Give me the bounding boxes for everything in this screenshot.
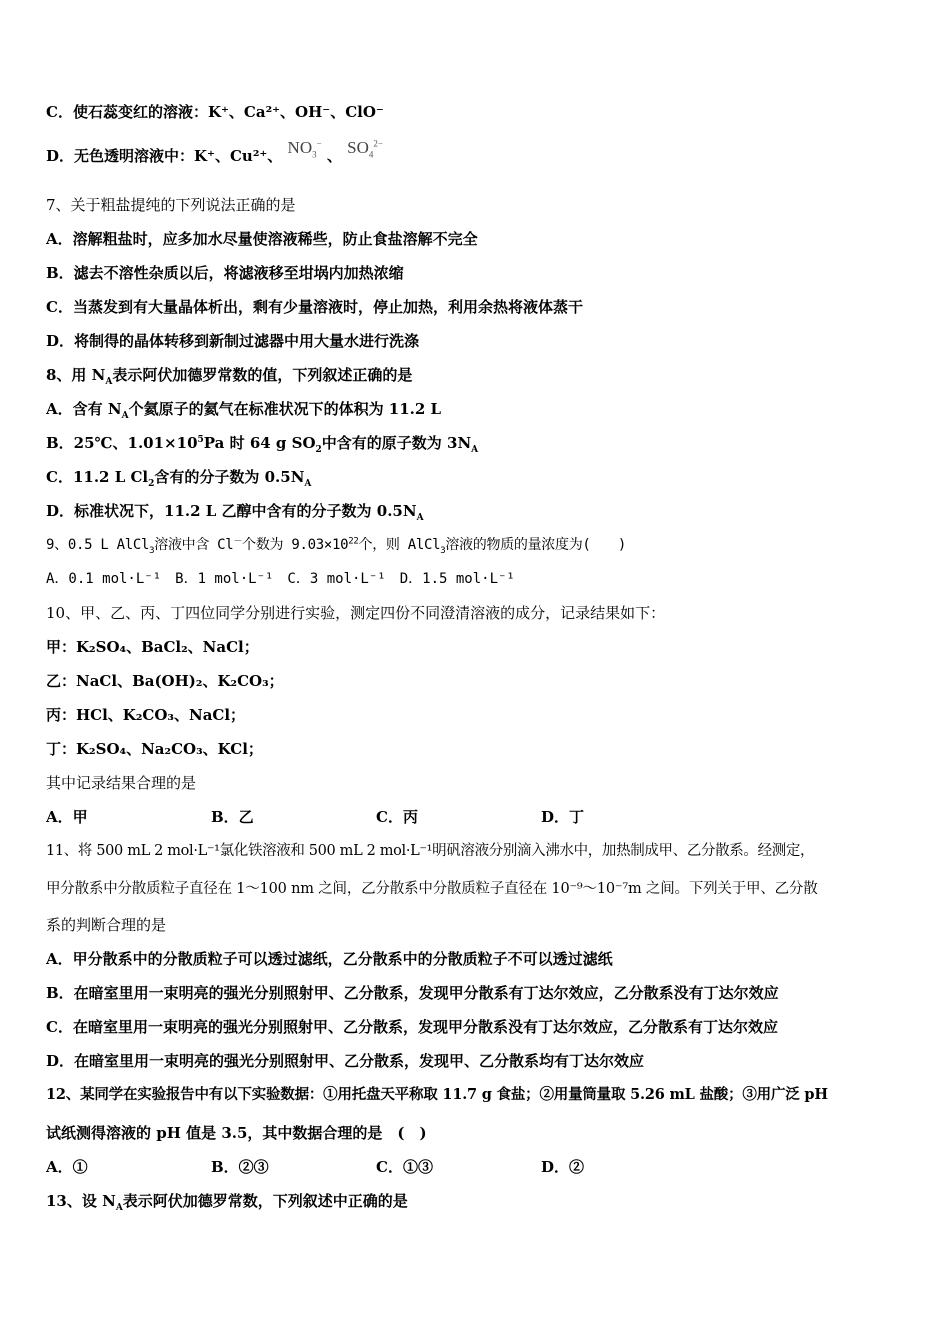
q6-d-ions: K⁺、Cu²⁺、 <box>194 147 283 165</box>
q6-d-text: D．无色透明溶液中： <box>46 147 195 165</box>
q6-option-d <box>46 138 920 166</box>
q10-option-a: A．甲 <box>46 808 88 826</box>
q7-stem: 7、关于粗盐提纯的下列说法正确的是 <box>46 196 296 214</box>
q8-option-d: D．标准状况下，11.2 L 乙醇中含有的分子数为 $0.5N_A$ <box>46 502 424 523</box>
q7-option-a: A．溶解粗盐时，应多加水尽量使溶液稀些，防止食盐溶解不完全 <box>46 230 478 248</box>
nitrate-ion: $NO_3^-$ <box>287 138 322 160</box>
q12-options <box>46 1157 920 1177</box>
q6-c-text: C．使石蕊变红的溶液： <box>46 103 208 121</box>
q10-bing: 丙：HCl、K₂CO₃、NaCl； <box>46 706 246 724</box>
q12-option-c: C．①③ <box>376 1158 433 1176</box>
q6-c-ions: K⁺、Ca²⁺、OH⁻、ClO⁻ <box>207 103 384 121</box>
q11-line-1: 11、将 500 mL 2 mol·L⁻¹氯化铁溶液和 500 mL 2 mol·L⁻¹明矾溶液分别滴入沸水中，加热制成甲、乙分散系。经测定， <box>46 843 815 859</box>
q12-line-2: 试纸测得溶液的 pH 值是 3.5，其中数据合理的是 ( ) <box>46 1124 427 1142</box>
q11-line-3: 系的判断合理的是 <box>46 916 167 934</box>
q8-option-b: B．25℃、$1.01\times 10^5Pa$ 时 64 g $SO_2$中含有的原子数为 $3N_A$ <box>46 434 479 455</box>
q8-stem: 8、用 $N_A$表示阿伏加德罗常数的值，下列叙述正确的是 <box>46 366 413 387</box>
q10-stem: 10、甲、乙、丙、丁四位同学分别进行实验，测定四份不同澄清溶液的成分，记录结果如下： <box>46 604 666 622</box>
q12-option-a: A．① <box>46 1158 88 1176</box>
sulfate-ion: $SO_4^{2-}$ <box>347 138 383 160</box>
q9-options: A．0.1 mol·L⁻¹ B．1 mol·L⁻¹ C．3 mol·L⁻¹ D．1.5 mol·L⁻¹ <box>46 571 515 587</box>
q11-option-c: C．在暗室里用一束明亮的强光分别照射甲、乙分散系，发现甲分散系没有丁达尔效应，乙分散系有丁达尔效应 <box>46 1018 778 1036</box>
q11-option-b: B．在暗室里用一束明亮的强光分别照射甲、乙分散系，发现甲分散系有丁达尔效应，乙分散系没有丁达尔效应 <box>46 984 779 1002</box>
q8-option-c: C．11.2 L $Cl_2$含有的分子数为 $0.5N_A$ <box>46 468 312 489</box>
q10-option-d: D．丁 <box>541 808 585 826</box>
q11-line-2: 甲分散系中分散质粒子直径在 1～100 nm 之间，乙分散系中分散质粒子直径在 10⁻⁹～10⁻⁷m 之间。下列关于甲、乙分散 <box>46 881 818 897</box>
q11-option-d: D．在暗室里用一束明亮的强光分别照射甲、乙分散系，发现甲、乙分散系均有丁达尔效应 <box>46 1052 645 1070</box>
q10-jia: 甲：K₂SO₄、BaCl₂、NaCl； <box>46 638 259 656</box>
q10-option-c: C．丙 <box>376 808 418 826</box>
q12-line-1: 12、某同学在实验报告中有以下实验数据：①用托盘天平称取 11.7 g 食盐；②用量筒量取 5.26 mL 盐酸；③用广泛 pH <box>46 1086 828 1103</box>
q10-ding: 丁：K₂SO₄、Na₂CO₃、KCl； <box>46 740 263 758</box>
q10-ask: 其中记录结果合理的是 <box>46 774 197 792</box>
q11-option-a: A．甲分散系中的分散质粒子可以透过滤纸，乙分散系中的分散质粒子不可以透过滤纸 <box>46 950 613 968</box>
q7-option-b: B．滤去不溶性杂质以后，将滤液移至坩埚内加热浓缩 <box>46 264 404 282</box>
q8-option-a: A．含有 $N_A$个氦原子的氦气在标准状况下的体积为 11.2 L <box>46 400 442 421</box>
q6-option-c <box>46 102 920 122</box>
q12-option-d: D．② <box>541 1158 585 1176</box>
q6-d-separator: 、 <box>326 147 342 165</box>
q10-options <box>46 807 920 827</box>
q7-option-c: C．当蒸发到有大量晶体析出，剩有少量溶液时，停止加热，利用余热将液体蒸干 <box>46 298 583 316</box>
q7-option-d: D．将制得的晶体转移到新制过滤器中用大量水进行洗涤 <box>46 332 420 350</box>
q10-option-b: B．乙 <box>211 808 254 826</box>
q12-option-b: B．②③ <box>211 1158 269 1176</box>
q9-stem: 9、0.5 L AlCl$_3$溶液中含 Cl－个数为 $9.03\times 10^{22}$个，则 AlCl$_3$溶液的物质的量浓度为( ) <box>46 536 627 556</box>
q13-stem: 13、设 $N_A$表示阿伏加德罗常数，下列叙述中正确的是 <box>46 1192 408 1213</box>
q10-yi: 乙：NaCl、Ba(OH)₂、K₂CO₃； <box>46 672 284 690</box>
